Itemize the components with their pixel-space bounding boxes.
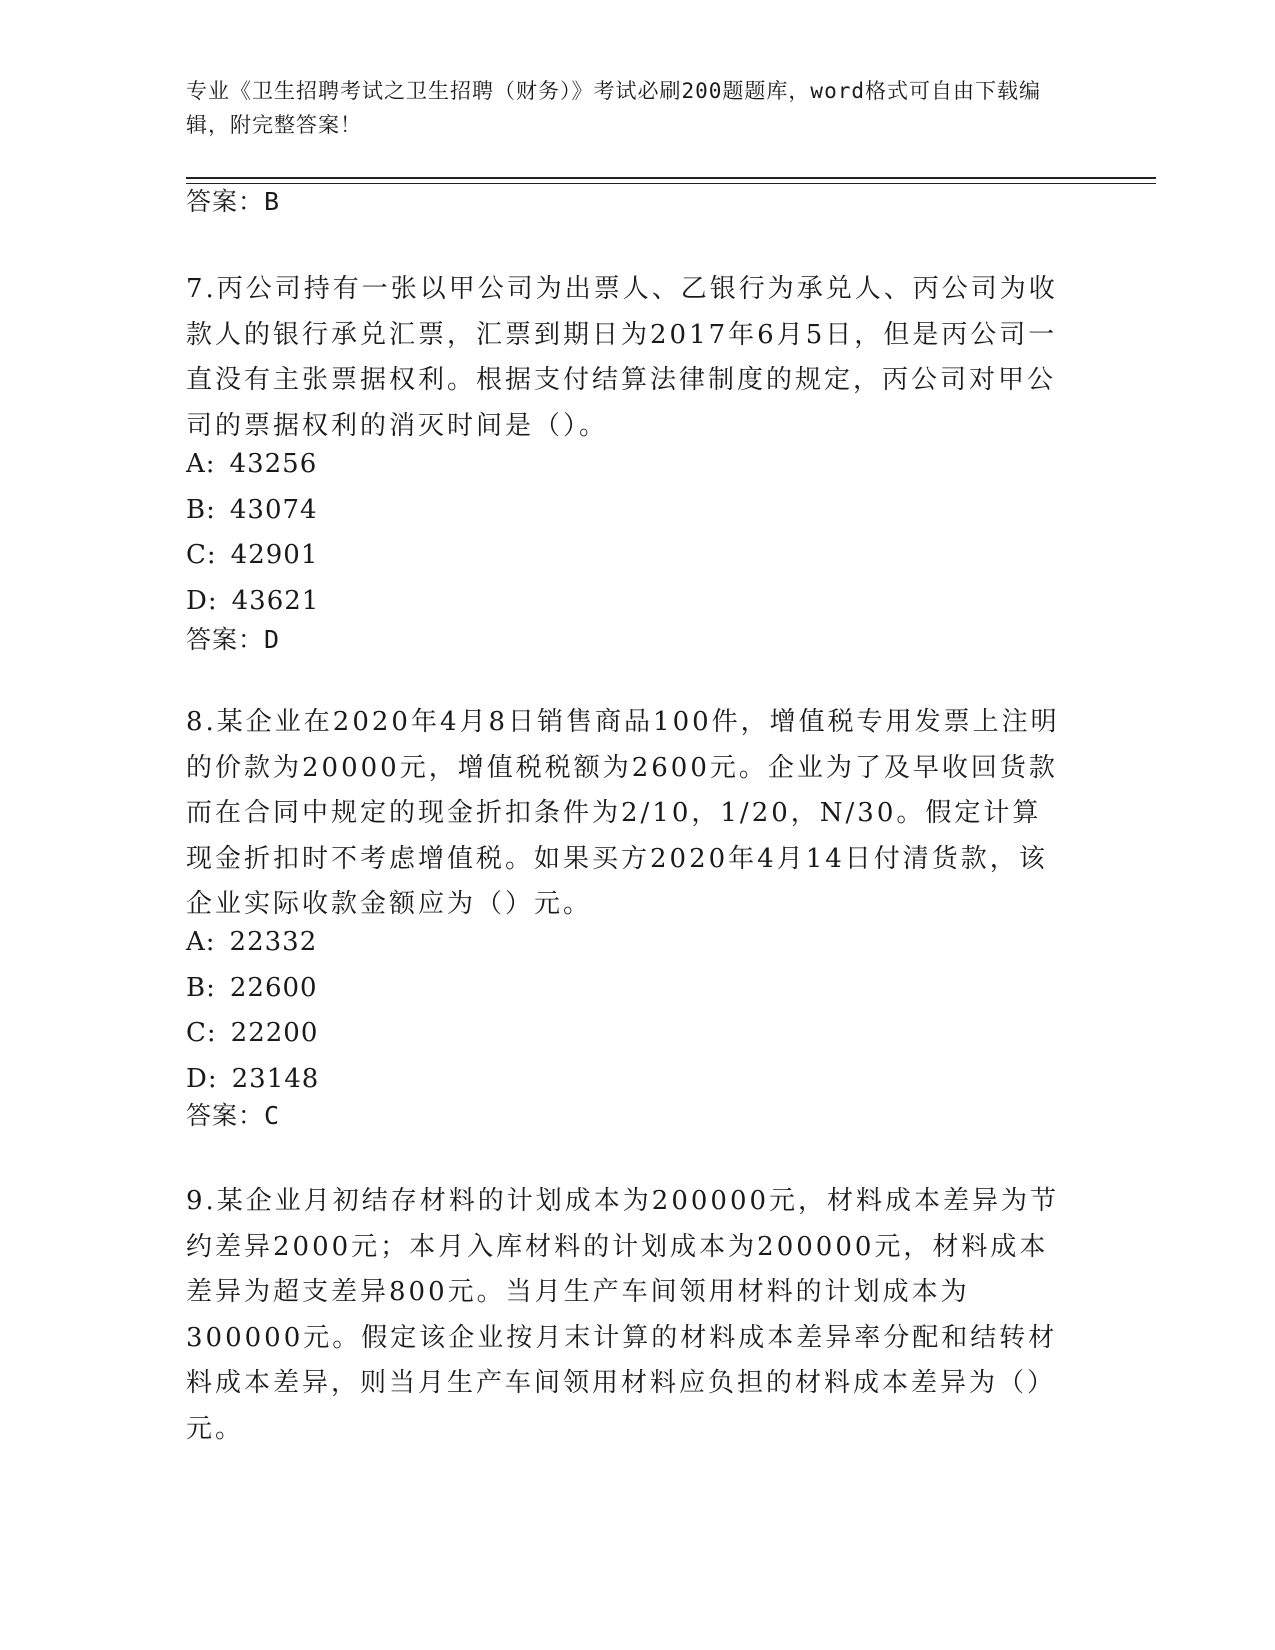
question-8-options <box>186 920 319 1102</box>
question-7-answer: 答案：D <box>186 625 281 654</box>
option-value: 42901 <box>230 540 319 571</box>
option-d <box>186 1057 319 1103</box>
question-7-text: 7.丙公司持有一张以甲公司为出票人、乙银行为承兑人、丙公司为收款人的银行承兑汇票，汇票到期日为2017年6月5日，但是丙公司一直没有主张票据权利。根据支付结算法律制度的规定，丙公司对甲公司的票据权利的消灭时间是（）。 <box>186 274 1058 441</box>
option-d <box>186 579 319 625</box>
option-letter: A: <box>186 449 216 479</box>
option-value: 22332 <box>229 927 318 957</box>
option-c <box>186 1011 319 1057</box>
header-divider-thin <box>186 183 1156 184</box>
option-letter: B: <box>186 494 216 525</box>
question-9-text: 9.某企业月初结存材料的计划成本为200000元，材料成本差异为节约差异2000元；本月入库材料的计划成本为200000元，材料成本差异为超支差异800元。当月生产车间领用材料的计划成本为300000元。假定该企业按月末计算的材料成本差异率分配和结转材料成本差异，则当月生产车间领用材料应负担的材料成本差异为（）元。 <box>186 1186 1060 1444</box>
option-value: 43074 <box>229 494 318 525</box>
option-value: 43256 <box>229 449 318 479</box>
option-c <box>186 533 319 579</box>
document-header: 专业《卫生招聘考试之卫生招聘（财务）》考试必刷200题题库，word格式可自由下载编辑，附完整答案！ <box>186 79 1041 137</box>
header-divider-thick <box>186 177 1156 179</box>
option-value: 43621 <box>231 585 320 616</box>
question-8-answer: 答案：C <box>186 1101 281 1130</box>
question-8-text: 8.某企业在2020年4月8日销售商品100件，增值税专用发票上注明的价款为20000元，增值税税额为2600元。企业为了及早收回货款而在合同中规定的现金折扣条件为2/10，1/20，N/30。假定计算现金折扣时不考虑增值税。如果买方2020年4月14日付清货款，该企业实际收款金额应为（）元。 <box>186 707 1060 920</box>
option-b <box>186 966 319 1012</box>
option-value: 23148 <box>231 1063 320 1094</box>
option-b <box>186 488 319 534</box>
option-letter: D: <box>186 1063 218 1094</box>
answer-previous-question: 答案：B <box>186 187 281 216</box>
option-letter: B: <box>186 972 216 1003</box>
option-letter: D: <box>186 585 218 616</box>
option-value: 22600 <box>229 972 318 1003</box>
option-a <box>186 920 319 966</box>
option-letter: C: <box>186 540 217 571</box>
option-letter: C: <box>186 1018 217 1049</box>
option-letter: A: <box>186 927 216 957</box>
question-7-options <box>186 442 319 624</box>
option-value: 22200 <box>230 1018 319 1049</box>
option-a <box>186 442 319 488</box>
